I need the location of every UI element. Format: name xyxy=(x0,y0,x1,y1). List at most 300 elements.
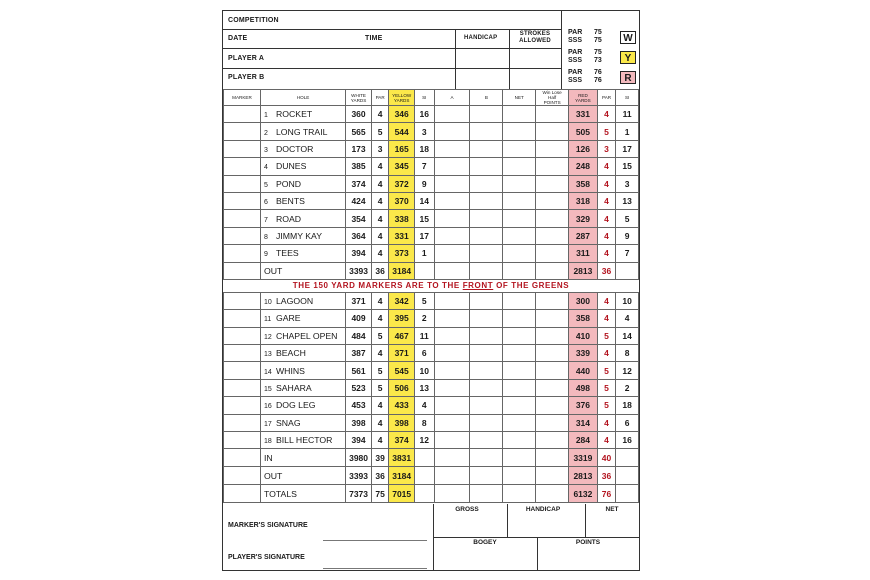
total-label: OUT xyxy=(260,262,345,279)
player-a-score-cell[interactable] xyxy=(434,292,470,309)
red-si-cell: 10 xyxy=(616,292,639,309)
banner-text: THE 150 YARD MARKERS ARE TO THE xyxy=(292,281,463,291)
hole-row xyxy=(224,310,639,327)
par-cell: 4 xyxy=(371,432,388,449)
hole-row xyxy=(224,158,639,175)
hole-name-cell xyxy=(260,362,345,379)
red-si-cell: 2 xyxy=(616,379,639,396)
hole-name: CHAPEL OPEN xyxy=(275,330,338,341)
par-cell: 4 xyxy=(371,192,388,209)
red-par-cell: 5 xyxy=(597,362,615,379)
points-cell[interactable] xyxy=(536,123,569,140)
par-cell: 4 xyxy=(371,245,388,262)
player-b-score-cell[interactable] xyxy=(470,379,503,396)
hole-number: 18 xyxy=(263,438,272,446)
net-total-cell[interactable] xyxy=(503,485,536,503)
red-par-cell: 5 xyxy=(597,123,615,140)
points-cell[interactable] xyxy=(536,414,569,431)
white-yards-cell: 398 xyxy=(346,414,372,431)
marker-score-cell[interactable] xyxy=(224,345,261,362)
red-si-cell: 1 xyxy=(616,123,639,140)
hole-row xyxy=(224,245,639,262)
marker-score-cell[interactable] xyxy=(224,432,261,449)
player-b-score-cell[interactable] xyxy=(470,292,503,309)
par-cell: 5 xyxy=(371,123,388,140)
red-par-cell: 5 xyxy=(597,397,615,414)
red-yards-cell: 410 xyxy=(569,327,598,344)
net-score-cell[interactable] xyxy=(503,292,536,309)
red-par-total-cell: 76 xyxy=(597,485,615,503)
player-a-score-cell[interactable] xyxy=(434,192,470,209)
player-b-total-cell[interactable] xyxy=(470,262,503,279)
si-blank-cell xyxy=(415,449,435,467)
marker-score-cell[interactable] xyxy=(224,123,261,140)
marker-score-cell[interactable] xyxy=(224,327,261,344)
par-total-cell: 75 xyxy=(371,485,388,503)
hole-number: 12 xyxy=(263,333,272,341)
hole-name-cell xyxy=(260,327,345,344)
net-total-cell[interactable] xyxy=(503,262,536,279)
net-score-cell[interactable] xyxy=(503,106,536,123)
player-b-score-cell[interactable] xyxy=(470,158,503,175)
total-label: IN xyxy=(260,449,345,467)
player-a-score-cell[interactable] xyxy=(434,310,470,327)
red-par-total-cell: 40 xyxy=(597,449,615,467)
si-cell: 12 xyxy=(415,432,435,449)
totals-row xyxy=(224,485,639,503)
col-red-par: PAR xyxy=(597,90,615,106)
par-cell: 5 xyxy=(371,362,388,379)
player-b-total-cell[interactable] xyxy=(470,449,503,467)
red-yards-cell: 300 xyxy=(569,292,598,309)
player-a-score-cell[interactable] xyxy=(434,175,470,192)
hole-row xyxy=(224,210,639,227)
points-cell[interactable] xyxy=(536,210,569,227)
points-cell[interactable] xyxy=(536,362,569,379)
hole-name: GARE xyxy=(275,313,301,324)
strokes-allowed-label: STROKES ALLOWED xyxy=(519,31,551,44)
si-cell: 8 xyxy=(415,414,435,431)
white-yards-cell: 523 xyxy=(346,379,372,396)
hole-row xyxy=(224,345,639,362)
marker-total-cell[interactable] xyxy=(224,262,261,279)
hole-name-cell xyxy=(260,140,345,157)
white-yards-cell: 385 xyxy=(346,158,372,175)
player-b-total-cell[interactable] xyxy=(470,485,503,503)
hole-name: TEES xyxy=(275,248,299,259)
si-cell: 4 xyxy=(415,397,435,414)
hole-name: DOG LEG xyxy=(275,400,316,411)
player-a-score-cell[interactable] xyxy=(434,432,470,449)
par-cell: 4 xyxy=(371,310,388,327)
white-tee-info: PAR 75 SSS 75 xyxy=(568,29,602,44)
hole-row xyxy=(224,397,639,414)
par-total-cell: 39 xyxy=(371,449,388,467)
hole-row xyxy=(224,140,639,157)
player-a-score-cell[interactable] xyxy=(434,362,470,379)
points-cell[interactable] xyxy=(536,345,569,362)
red-total-cell: 3319 xyxy=(569,449,598,467)
hole-name-cell xyxy=(260,106,345,123)
points-cell[interactable] xyxy=(536,227,569,244)
hole-row xyxy=(224,432,639,449)
marker-score-cell[interactable] xyxy=(224,158,261,175)
white-yards-cell: 360 xyxy=(346,106,372,123)
si-cell: 17 xyxy=(415,227,435,244)
si-cell: 14 xyxy=(415,192,435,209)
red-yards-cell: 498 xyxy=(569,379,598,396)
net-score-cell[interactable] xyxy=(503,379,536,396)
marker-score-cell[interactable] xyxy=(224,362,261,379)
si-cell: 5 xyxy=(415,292,435,309)
hole-number: 3 xyxy=(263,146,268,154)
white-total-cell: 7373 xyxy=(346,485,372,503)
player-a-score-cell[interactable] xyxy=(434,140,470,157)
net-score-cell[interactable] xyxy=(503,245,536,262)
score-table xyxy=(223,89,639,503)
hole-name: WHINS xyxy=(275,365,305,376)
yellow-yards-cell: 467 xyxy=(389,327,415,344)
points-cell[interactable] xyxy=(536,140,569,157)
red-si-cell: 12 xyxy=(616,362,639,379)
yellow-yards-cell: 398 xyxy=(389,414,415,431)
player-a-score-cell[interactable] xyxy=(434,158,470,175)
gross-label: GROSS xyxy=(455,506,479,513)
par-cell: 5 xyxy=(371,327,388,344)
net-score-cell[interactable] xyxy=(503,175,536,192)
total-label: OUT xyxy=(260,467,345,485)
red-si-blank-cell xyxy=(616,485,639,503)
players-signature-label: PLAYER'S SIGNATURE xyxy=(228,554,305,561)
hole-number: 2 xyxy=(263,129,268,137)
si-cell: 1 xyxy=(415,245,435,262)
hole-row xyxy=(224,192,639,209)
player-b-score-cell[interactable] xyxy=(470,140,503,157)
red-yards-cell: 126 xyxy=(569,140,598,157)
white-yards-cell: 374 xyxy=(346,175,372,192)
player-a-total-cell[interactable] xyxy=(434,485,470,503)
net-score-cell[interactable] xyxy=(503,414,536,431)
banner-text-end: OF THE GREENS xyxy=(493,281,570,291)
red-si-cell: 5 xyxy=(616,210,639,227)
red-yards-cell: 248 xyxy=(569,158,598,175)
red-par-cell: 5 xyxy=(597,327,615,344)
red-total-cell: 2813 xyxy=(569,467,598,485)
player-a-score-cell[interactable] xyxy=(434,327,470,344)
points-cell[interactable] xyxy=(536,292,569,309)
hole-name-cell xyxy=(260,123,345,140)
white-yards-cell: 565 xyxy=(346,123,372,140)
white-yards-cell: 364 xyxy=(346,227,372,244)
hole-name: BILL HECTOR xyxy=(275,435,333,446)
yellow-yards-cell: 545 xyxy=(389,362,415,379)
col-yellow-yards: YELLOW YARDS xyxy=(389,90,415,106)
marker-total-cell[interactable] xyxy=(224,449,261,467)
col-win-points: Win Lose Half POINTS xyxy=(536,90,569,106)
hole-name-cell xyxy=(260,310,345,327)
player-b-score-cell[interactable] xyxy=(470,227,503,244)
yellow-yards-cell: 372 xyxy=(389,175,415,192)
date-label: DATE xyxy=(228,35,248,42)
net-total-cell[interactable] xyxy=(503,449,536,467)
red-si-cell: 4 xyxy=(616,310,639,327)
points-total-cell[interactable] xyxy=(536,262,569,279)
yellow-yards-cell: 373 xyxy=(389,245,415,262)
marker-score-cell[interactable] xyxy=(224,245,261,262)
col-hole: HOLE xyxy=(260,90,345,106)
yellow-yards-cell: 433 xyxy=(389,397,415,414)
markers-signature-label: MARKER'S SIGNATURE xyxy=(228,522,308,529)
banner-emphasis: FRONT xyxy=(462,281,494,291)
hole-name: SNAG xyxy=(275,417,301,428)
hole-number: 9 xyxy=(263,251,268,259)
red-par-cell: 4 xyxy=(597,292,615,309)
hole-row xyxy=(224,292,639,309)
player-a-score-cell[interactable] xyxy=(434,345,470,362)
scorecard xyxy=(222,10,640,571)
hole-number: 17 xyxy=(263,420,272,428)
hole-row xyxy=(224,175,639,192)
out-row xyxy=(224,262,639,279)
hole-name-cell xyxy=(260,210,345,227)
yellow-yards-cell: 338 xyxy=(389,210,415,227)
player-b-score-cell[interactable] xyxy=(470,414,503,431)
red-si-blank-cell xyxy=(616,262,639,279)
points-cell[interactable] xyxy=(536,397,569,414)
red-par-cell: 4 xyxy=(597,158,615,175)
si-cell: 9 xyxy=(415,175,435,192)
player-a-label: PLAYER A xyxy=(228,55,265,62)
hole-number: 15 xyxy=(263,386,272,394)
hole-name: POND xyxy=(275,178,302,189)
red-total-cell: 6132 xyxy=(569,485,598,503)
points-cell[interactable] xyxy=(536,310,569,327)
player-b-score-cell[interactable] xyxy=(470,192,503,209)
white-yards-cell: 354 xyxy=(346,210,372,227)
si-cell: 16 xyxy=(415,106,435,123)
red-yards-cell: 314 xyxy=(569,414,598,431)
hole-name-cell xyxy=(260,414,345,431)
hole-number: 11 xyxy=(263,316,272,324)
hole-name-cell xyxy=(260,345,345,362)
yellow-yards-cell: 374 xyxy=(389,432,415,449)
player-b-score-cell[interactable] xyxy=(470,345,503,362)
player-b-score-cell[interactable] xyxy=(470,123,503,140)
player-a-total-cell[interactable] xyxy=(434,467,470,485)
hole-name: LONG TRAIL xyxy=(275,126,328,137)
player-b-score-cell[interactable] xyxy=(470,327,503,344)
footer-handicap-label: HANDICAP xyxy=(525,506,561,513)
yellow-total-cell: 3184 xyxy=(389,467,415,485)
net-score-cell[interactable] xyxy=(503,227,536,244)
hole-row xyxy=(224,414,639,431)
out-summary-row xyxy=(224,467,639,485)
points-total-cell[interactable] xyxy=(536,449,569,467)
marker-score-cell[interactable] xyxy=(224,292,261,309)
players-signature-line[interactable] xyxy=(323,568,427,569)
player-a-total-cell[interactable] xyxy=(434,449,470,467)
yellow-yards-cell: 506 xyxy=(389,379,415,396)
col-red-si: SI xyxy=(616,90,639,106)
net-total-cell[interactable] xyxy=(503,467,536,485)
red-si-cell: 16 xyxy=(616,432,639,449)
si-cell: 10 xyxy=(415,362,435,379)
red-yards-cell: 358 xyxy=(569,310,598,327)
player-a-score-cell[interactable] xyxy=(434,227,470,244)
competition-label: COMPETITION xyxy=(228,17,279,24)
marker-total-cell[interactable] xyxy=(224,485,261,503)
player-a-score-cell[interactable] xyxy=(434,210,470,227)
points-cell[interactable] xyxy=(536,379,569,396)
red-par-cell: 4 xyxy=(597,106,615,123)
net-score-cell[interactable] xyxy=(503,432,536,449)
red-yards-cell: 440 xyxy=(569,362,598,379)
si-blank-cell xyxy=(415,485,435,503)
yellow-yards-cell: 331 xyxy=(389,227,415,244)
player-a-total-cell[interactable] xyxy=(434,262,470,279)
net-score-cell[interactable] xyxy=(503,397,536,414)
points-cell[interactable] xyxy=(536,192,569,209)
red-par-cell: 4 xyxy=(597,310,615,327)
hole-name-cell xyxy=(260,158,345,175)
net-score-cell[interactable] xyxy=(503,158,536,175)
red-si-cell: 8 xyxy=(616,345,639,362)
si-cell: 3 xyxy=(415,123,435,140)
player-b-score-cell[interactable] xyxy=(470,106,503,123)
net-score-cell[interactable] xyxy=(503,310,536,327)
hole-number: 1 xyxy=(263,112,268,120)
red-par-cell: 4 xyxy=(597,175,615,192)
player-b-score-cell[interactable] xyxy=(470,175,503,192)
marker-score-cell[interactable] xyxy=(224,227,261,244)
handicap-label: HANDICAP xyxy=(464,35,498,41)
marker-score-cell[interactable] xyxy=(224,414,261,431)
white-yards-cell: 173 xyxy=(346,140,372,157)
marker-total-cell[interactable] xyxy=(224,467,261,485)
red-par-cell: 3 xyxy=(597,140,615,157)
si-blank-cell xyxy=(415,262,435,279)
marker-score-cell[interactable] xyxy=(224,140,261,157)
par-total-cell: 36 xyxy=(371,467,388,485)
red-si-cell: 6 xyxy=(616,414,639,431)
white-total-cell: 3980 xyxy=(346,449,372,467)
marker-score-cell[interactable] xyxy=(224,106,261,123)
red-tee-info: PAR 76 SSS 76 xyxy=(568,69,602,84)
points-cell[interactable] xyxy=(536,432,569,449)
player-b-score-cell[interactable] xyxy=(470,210,503,227)
net-total-label: NET xyxy=(605,506,619,513)
white-total-cell: 3393 xyxy=(346,262,372,279)
player-b-total-cell[interactable] xyxy=(470,467,503,485)
red-par-cell: 4 xyxy=(597,210,615,227)
player-b-score-cell[interactable] xyxy=(470,245,503,262)
player-b-score-cell[interactable] xyxy=(470,362,503,379)
col-net: NET xyxy=(503,90,536,106)
net-score-cell[interactable] xyxy=(503,362,536,379)
white-yards-cell: 484 xyxy=(346,327,372,344)
column-header-row xyxy=(224,90,639,106)
par-cell: 4 xyxy=(371,158,388,175)
red-tee-badge: R xyxy=(620,71,636,84)
net-score-cell[interactable] xyxy=(503,327,536,344)
white-yards-cell: 394 xyxy=(346,245,372,262)
hole-name-cell xyxy=(260,175,345,192)
red-yards-cell: 339 xyxy=(569,345,598,362)
net-score-cell[interactable] xyxy=(503,140,536,157)
net-score-cell[interactable] xyxy=(503,345,536,362)
hole-number: 10 xyxy=(263,299,272,307)
red-si-blank-cell xyxy=(616,467,639,485)
net-score-cell[interactable] xyxy=(503,192,536,209)
marker-score-cell[interactable] xyxy=(224,210,261,227)
player-a-score-cell[interactable] xyxy=(434,106,470,123)
hole-row xyxy=(224,327,639,344)
marker-score-cell[interactable] xyxy=(224,397,261,414)
points-total-cell[interactable] xyxy=(536,467,569,485)
par-cell: 3 xyxy=(371,140,388,157)
marker-score-cell[interactable] xyxy=(224,175,261,192)
hole-name-cell xyxy=(260,292,345,309)
white-yards-cell: 387 xyxy=(346,345,372,362)
yard-markers-banner xyxy=(224,279,639,292)
yellow-yards-cell: 395 xyxy=(389,310,415,327)
red-si-cell: 3 xyxy=(616,175,639,192)
par-cell: 4 xyxy=(371,345,388,362)
yellow-yards-cell: 371 xyxy=(389,345,415,362)
col-si: SI xyxy=(415,90,435,106)
si-cell: 6 xyxy=(415,345,435,362)
markers-signature-line[interactable] xyxy=(323,540,427,541)
points-label: POINTS xyxy=(575,539,601,546)
net-score-cell[interactable] xyxy=(503,210,536,227)
hole-name: BEACH xyxy=(275,348,306,359)
yellow-total-cell: 3831 xyxy=(389,449,415,467)
hole-number: 4 xyxy=(263,164,268,172)
hole-name: DOCTOR xyxy=(275,143,314,154)
player-b-score-cell[interactable] xyxy=(470,397,503,414)
player-a-score-cell[interactable] xyxy=(434,414,470,431)
net-score-cell[interactable] xyxy=(503,123,536,140)
par-cell: 4 xyxy=(371,227,388,244)
player-a-score-cell[interactable] xyxy=(434,379,470,396)
hole-number: 14 xyxy=(263,368,272,376)
player-a-score-cell[interactable] xyxy=(434,123,470,140)
col-red-yards: RED YARDS xyxy=(569,90,598,106)
marker-score-cell[interactable] xyxy=(224,310,261,327)
hole-number: 7 xyxy=(263,216,268,224)
marker-score-cell[interactable] xyxy=(224,379,261,396)
player-b-score-cell[interactable] xyxy=(470,432,503,449)
points-cell[interactable] xyxy=(536,175,569,192)
player-a-score-cell[interactable] xyxy=(434,397,470,414)
hole-name: DUNES xyxy=(275,161,307,172)
player-b-score-cell[interactable] xyxy=(470,310,503,327)
par-cell: 4 xyxy=(371,210,388,227)
points-cell[interactable] xyxy=(536,158,569,175)
marker-score-cell[interactable] xyxy=(224,192,261,209)
yellow-tee-badge: Y xyxy=(620,51,636,64)
si-cell: 13 xyxy=(415,379,435,396)
points-cell[interactable] xyxy=(536,106,569,123)
red-total-cell: 2813 xyxy=(569,262,598,279)
hole-name-cell xyxy=(260,227,345,244)
si-cell: 18 xyxy=(415,140,435,157)
player-a-score-cell[interactable] xyxy=(434,245,470,262)
points-total-cell[interactable] xyxy=(536,485,569,503)
hole-name: ROAD xyxy=(275,213,302,224)
points-cell[interactable] xyxy=(536,245,569,262)
points-cell[interactable] xyxy=(536,327,569,344)
